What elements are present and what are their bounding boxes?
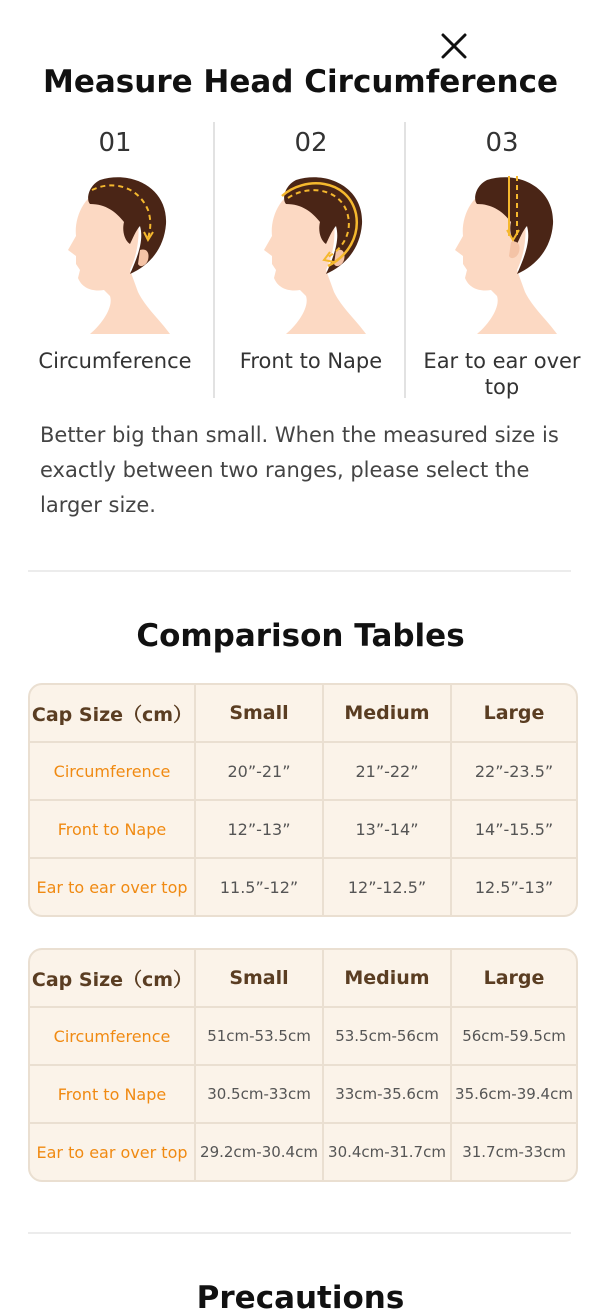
- table-cell: 13”-14”: [323, 800, 451, 858]
- header-large: Large: [451, 685, 576, 742]
- head-circumference-illustration: [60, 170, 170, 334]
- table-cell: 30.4cm-31.7cm: [323, 1123, 451, 1180]
- head-front-to-nape-illustration: [256, 170, 366, 334]
- table-row: [30, 1065, 576, 1123]
- size-table-cm: [28, 948, 578, 1182]
- table-header-row: [30, 685, 576, 742]
- table-header-row: [30, 950, 576, 1007]
- row-label: Circumference: [30, 742, 195, 800]
- size-table-inches: [28, 683, 578, 917]
- table-cell: 56cm-59.5cm: [451, 1007, 576, 1065]
- header-large: Large: [451, 950, 576, 1007]
- row-label: Circumference: [30, 1007, 195, 1065]
- precautions-title: Precautions: [196, 1280, 405, 1316]
- header-cap-size: Cap Size（cm）: [30, 950, 195, 1007]
- table-cell: 33cm-35.6cm: [323, 1065, 451, 1123]
- table-cell: 31.7cm-33cm: [451, 1123, 576, 1180]
- step-number: 01: [98, 128, 132, 158]
- section-divider: [28, 570, 571, 572]
- row-label: Front to Nape: [30, 1065, 195, 1123]
- table-cell: 14”-15.5”: [451, 800, 576, 858]
- header-small: Small: [195, 950, 323, 1007]
- comparison-tables-title: Comparison Tables: [136, 618, 465, 654]
- divider: [404, 122, 406, 398]
- row-label: Ear to ear over top: [30, 858, 195, 915]
- step-label: Ear to ear over top: [423, 349, 581, 399]
- table-cell: 12”-12.5”: [323, 858, 451, 915]
- step-circumference: [20, 122, 210, 400]
- step-front-to-nape: [216, 122, 406, 400]
- table-row: [30, 1007, 576, 1065]
- page-title: Measure Head Circumference: [43, 64, 558, 100]
- section-divider: [28, 1232, 571, 1234]
- row-label: Front to Nape: [30, 800, 195, 858]
- table-cell: 12.5”-13”: [451, 858, 576, 915]
- table-cell: 35.6cm-39.4cm: [451, 1065, 576, 1123]
- divider: [213, 122, 215, 398]
- table-row: [30, 1123, 576, 1180]
- table-cell: 22”-23.5”: [451, 742, 576, 800]
- header-cap-size: Cap Size（cm）: [30, 685, 195, 742]
- table-row: [30, 742, 576, 800]
- header-medium: Medium: [323, 685, 451, 742]
- step-ear-to-ear: [407, 122, 597, 400]
- step-label: Circumference: [38, 349, 192, 373]
- head-ear-to-ear-illustration: [447, 170, 557, 334]
- header-medium: Medium: [323, 950, 451, 1007]
- table-cell: 29.2cm-30.4cm: [195, 1123, 323, 1180]
- close-icon: [441, 33, 467, 59]
- table-cell: 12”-13”: [195, 800, 323, 858]
- table-cell: 53.5cm-56cm: [323, 1007, 451, 1065]
- header-small: Small: [195, 685, 323, 742]
- table-cell: 20”-21”: [195, 742, 323, 800]
- table-row: [30, 858, 576, 915]
- table-row: [30, 800, 576, 858]
- table-cell: 11.5”-12”: [195, 858, 323, 915]
- close-button[interactable]: [436, 28, 472, 64]
- step-label: Front to Nape: [239, 349, 383, 373]
- table-cell: 21”-22”: [323, 742, 451, 800]
- table-cell: 30.5cm-33cm: [195, 1065, 323, 1123]
- table-cell: 51cm-53.5cm: [195, 1007, 323, 1065]
- row-label: Ear to ear over top: [30, 1123, 195, 1180]
- step-number: 02: [294, 128, 328, 158]
- measurement-steps: [20, 122, 592, 400]
- sizing-note: Better big than small. When the measured size is exactly between two ranges, please select the larger size.: [40, 423, 559, 517]
- step-number: 03: [485, 128, 519, 158]
